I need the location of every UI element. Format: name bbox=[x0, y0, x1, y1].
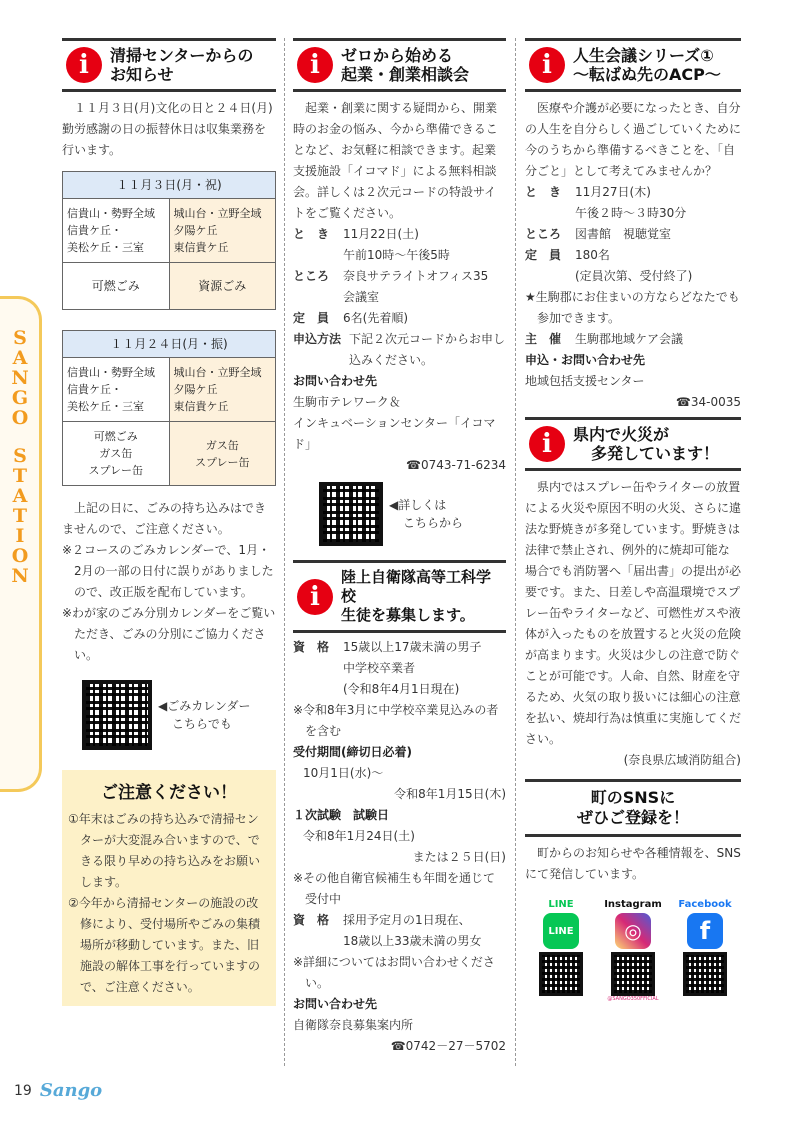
phone: ☎0742－27－5702 bbox=[390, 1039, 506, 1053]
info-icon: i bbox=[297, 579, 333, 615]
note: ※わが家のごみ分別カレンダーをご覧いただき、ごみの分別にご協力ください。 bbox=[62, 606, 276, 662]
contact-title: 申込・お問い合わせ先 bbox=[525, 353, 646, 367]
sango-logo: Sango bbox=[39, 1080, 103, 1101]
type-cell: 資源ごみ bbox=[169, 263, 276, 309]
side-letter: A bbox=[12, 347, 28, 369]
table-header: １１月３日(月・祝) bbox=[63, 172, 275, 199]
contact-title: お問い合わせ先 bbox=[293, 997, 378, 1011]
period: 10月1日(水)～ 令和8年1月15日(木) bbox=[303, 766, 506, 801]
column-divider bbox=[284, 38, 285, 1066]
info-icon: i bbox=[529, 47, 565, 83]
sns-header: 町のSNSに ぜひご登録を！ bbox=[525, 779, 741, 837]
sns-text: 町からのお知らせや各種情報を、SNSにて発信しています。 bbox=[525, 846, 741, 881]
intro-text: １１月３日(月)文化の日と２４日(月)勤労感謝の日の振替休日は収集業務を行います。 bbox=[62, 101, 273, 157]
side-letter: N bbox=[11, 565, 29, 587]
qr-caption: ◀詳しくは こちらから bbox=[389, 498, 464, 530]
info-row: ところ 奈良サテライトオフィス35 会議室 bbox=[293, 269, 489, 304]
info-row: と き 11月27日(木) 午後２時～３時30分 bbox=[525, 185, 687, 220]
note: ※詳細についてはお問い合わせください。 bbox=[293, 955, 495, 990]
column-acp bbox=[525, 38, 741, 1002]
caution-item: ②今年から清掃センターの施設の改修により、受付場所やごみの集積場所が移動しています。また、旧施設の解体工事を行っていますので、ご注意ください。 bbox=[68, 896, 261, 994]
contact: 地域包括支援センター bbox=[525, 374, 645, 388]
column-divider bbox=[515, 38, 516, 1066]
info-row: 資 格 15歳以上17歳未満の男子 中学校卒業者 (令和8年4月1日現在) bbox=[293, 640, 482, 696]
info-row: 申込方法 下記２次元コードからお申し込みください。 bbox=[293, 332, 506, 367]
sns-instagram[interactable]: Instagram ◎ @SANGO350FFICIAL bbox=[604, 899, 662, 1002]
section-header bbox=[525, 38, 741, 92]
area-cell: 信貴山・勢野全域 信貴ケ丘・ 美松ケ丘・三室 bbox=[67, 207, 155, 254]
info-icon: i bbox=[529, 426, 565, 462]
area-cell: 城山台・立野全域 夕陽ケ丘 東信貴ケ丘 bbox=[169, 358, 276, 421]
section-header bbox=[525, 417, 741, 471]
schedule-table-1 bbox=[62, 171, 276, 310]
sns-list bbox=[525, 899, 741, 1002]
caution-title: ご注意ください！ bbox=[101, 783, 237, 803]
side-letter: G bbox=[11, 387, 29, 409]
type-cell: 可燃ごみ ガス缶 スプレー缶 bbox=[88, 430, 144, 477]
side-letter: A bbox=[12, 485, 28, 507]
section-header bbox=[293, 560, 506, 633]
section-title: 陸上自衛隊高等工科学校 生徒を募集します。 bbox=[341, 568, 492, 624]
period-title: 受付期間(締切日必着) bbox=[293, 745, 412, 759]
note: ※２コースのごみカレンダーで、1月・2月の一部の日付に誤りがありましたので、改正版を配布しています。 bbox=[62, 543, 274, 599]
section-header bbox=[293, 38, 506, 92]
area-cell: 信貴山・勢野全域 信貴ケ丘・ 美松ケ丘・三室 bbox=[67, 366, 155, 413]
info-row: 定 員 6名(先着順) bbox=[293, 311, 408, 325]
info-row: 主 催 生駒郡地域ケア会議 bbox=[525, 332, 684, 346]
sns-line[interactable]: LINE LINE bbox=[529, 899, 593, 1002]
side-letter: N bbox=[11, 367, 29, 389]
exam-title: １次試験 試験日 bbox=[293, 808, 390, 822]
side-letter: O bbox=[11, 545, 29, 567]
fire-text: 県内ではスプレー缶やライターの放置による火災や原因不明の火災、さらに違法な野焼きが多発しています。野焼きは法律で禁止され、例外的に焼却可能な場合でも消防署へ「届出書」の提出が必要です。また、日差しや高温環境でスプレー缶やライターなど、可燃性ガスや液体が入ったものを放置すると火災の危険が高まります。火災は少しの注意で防ぐことが可能です。人命、自然、財産を守るため、火気の取り扱いには細心の注意を払い、焼却行為は慎重に実施してください。 bbox=[525, 480, 742, 746]
qr-caption: ◀ごみカレンダー こちらでも bbox=[158, 699, 251, 731]
side-letter: I bbox=[15, 525, 25, 547]
info-row: と き 11月22日(土) 午前10時～午後5時 bbox=[293, 227, 450, 262]
column-startup bbox=[293, 38, 506, 1057]
note: ※その他自衛官候補生も年間を通じて受付中 bbox=[293, 871, 496, 906]
info-icon: i bbox=[297, 47, 333, 83]
caution-item: ①年末はごみの持ち込みで清掃センターが大変混み合いますので、できる限り早めの持ち込みをお願いします。 bbox=[68, 812, 261, 889]
contact: 自衛隊奈良募集案内所 bbox=[293, 1018, 414, 1032]
area-cell: 城山台・立野全域 夕陽ケ丘 東信貴ケ丘 bbox=[169, 199, 276, 262]
info-row: ところ 図書館 視聴覚室 bbox=[525, 227, 672, 241]
table-header: １１月２４日(月・振) bbox=[63, 331, 275, 358]
section-header bbox=[62, 38, 276, 92]
caution-box bbox=[62, 770, 276, 1006]
qr-code[interactable] bbox=[539, 952, 583, 996]
contact-title: お問い合わせ先 bbox=[293, 374, 378, 388]
section-title: ゼロから始める 起業・創業相談会 bbox=[341, 46, 470, 84]
side-label bbox=[10, 328, 30, 586]
side-letter: T bbox=[12, 465, 28, 487]
intro-text: 医療や介護が必要になったとき、自分の人生を自分らしく過ごしていくために今のうちから準備するべきことを、「自分ごと」として考えてみませんか？ bbox=[525, 101, 742, 178]
side-letter: S bbox=[13, 445, 27, 467]
note: ※令和8年3月に中学校卒業見込みの者を含む bbox=[293, 703, 499, 738]
section-title: 人生会議シリーズ① ～転ばぬ先のACP～ bbox=[573, 46, 721, 84]
footer bbox=[14, 1080, 102, 1101]
side-letter: S bbox=[13, 327, 27, 349]
phone: ☎0743-71-6234 bbox=[406, 458, 506, 472]
exam: 令和8年1月24日(土) または２５日(日) bbox=[303, 829, 506, 864]
info-row: 定 員 180名 (定員次第、受付終了) bbox=[525, 248, 693, 283]
after-text: 上記の日に、ごみの持ち込みはできませんので、ご注意ください。 bbox=[62, 501, 267, 536]
side-letter: T bbox=[12, 505, 28, 527]
intro-text: 起業・創業に関する疑問から、開業時のお金の悩み、今から準備できることなど、お気軽に相談できます。起業支援施設「イコマド」による無料相談会。詳しくは２次元コードの特設サイトをご覧ください。 bbox=[293, 101, 498, 220]
source: (奈良県広域消防組合) bbox=[623, 753, 741, 767]
page-number: 19 bbox=[14, 1082, 32, 1099]
qr-code[interactable] bbox=[683, 952, 727, 996]
note: ★生駒郡にお住まいの方ならどなたでも参加できます。 bbox=[525, 290, 740, 325]
instagram-icon[interactable]: ◎ bbox=[615, 913, 651, 949]
qr-code[interactable] bbox=[319, 482, 383, 546]
phone: ☎34-0035 bbox=[675, 395, 741, 409]
line-icon[interactable]: LINE bbox=[543, 913, 579, 949]
sns-facebook[interactable]: Facebook f bbox=[673, 899, 737, 1002]
section-title: 清掃センターからの お知らせ bbox=[110, 46, 254, 84]
info-row: 資 格 採用予定月の1日現在、 18歳以上33歳未満の男女 bbox=[293, 913, 482, 948]
qr-code[interactable] bbox=[611, 952, 655, 996]
schedule-table-2 bbox=[62, 330, 276, 486]
insta-id: @SANGO350FFICIAL bbox=[607, 996, 659, 1002]
type-cell: ガス缶 スプレー缶 bbox=[169, 422, 276, 485]
type-cell: 可燃ごみ bbox=[91, 278, 140, 293]
section-title: 県内で火災が 多発しています！ bbox=[573, 425, 720, 463]
info-icon: i bbox=[66, 47, 102, 83]
qr-code[interactable] bbox=[82, 680, 152, 750]
column-cleaning-center bbox=[62, 38, 276, 1006]
side-letter: O bbox=[11, 407, 29, 429]
facebook-icon[interactable]: f bbox=[687, 913, 723, 949]
contact: 生駒市テレワーク＆ インキュベーションセンター「イコマド」 bbox=[293, 395, 496, 451]
